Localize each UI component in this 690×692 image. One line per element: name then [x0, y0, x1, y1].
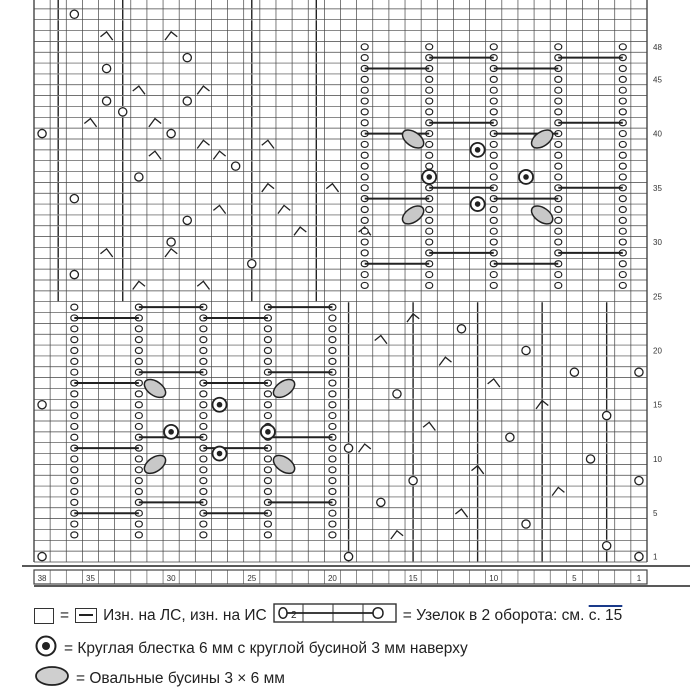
yarn-over-mark: [70, 195, 78, 203]
knot-mark: [264, 489, 271, 495]
knot-mark: [426, 282, 433, 288]
knot-mark: [200, 402, 207, 408]
sequin-bead-mark: [475, 147, 481, 153]
knot-mark: [200, 391, 207, 397]
yarn-over-mark: [119, 108, 127, 116]
knot-mark: [71, 499, 78, 505]
knot-mark: [619, 87, 626, 93]
knot-mark: [361, 76, 368, 82]
knot-mark: [361, 272, 368, 278]
knot-mark: [426, 44, 433, 50]
knot-mark: [619, 239, 626, 245]
oval-bead-icon: [34, 665, 70, 692]
yarn-over-mark: [38, 552, 46, 560]
knot-mark: [555, 239, 562, 245]
knot-mark: [264, 402, 271, 408]
knot-mark: [490, 44, 497, 50]
sequin-bead-mark: [475, 201, 481, 207]
knot-mark: [619, 66, 626, 72]
knot-mark: [555, 87, 562, 93]
knot-mark: [555, 217, 562, 223]
knot-mark: [426, 239, 433, 245]
knot-mark: [490, 76, 497, 82]
sequin-bead-icon: [34, 634, 58, 663]
knot-mark: [135, 337, 142, 343]
knot-mark: [361, 217, 368, 223]
yarn-over-mark: [70, 270, 78, 278]
knot-mark: [71, 348, 78, 354]
equals-sign: =: [60, 606, 70, 624]
row-number-label: 45: [653, 75, 662, 85]
knot-mark: [361, 250, 368, 256]
row-number-label: 35: [653, 183, 662, 193]
knot-mark: [200, 337, 207, 343]
knot-mark: [555, 109, 562, 115]
knot-mark: [426, 98, 433, 104]
knot-mark: [264, 337, 271, 343]
knot-mark: [426, 272, 433, 278]
yarn-over-mark: [635, 552, 643, 560]
knot-mark: [71, 413, 78, 419]
legend-row-purl-knot: [34, 603, 674, 628]
knot-mark: [71, 489, 78, 495]
knot-mark: [71, 358, 78, 364]
knot-mark: [200, 489, 207, 495]
knot-mark: [361, 207, 368, 213]
knot-mark: [329, 423, 336, 429]
sequin-bead-mark: [217, 451, 223, 457]
knot-mark: [71, 456, 78, 462]
knot-mark: [426, 152, 433, 158]
yarn-over-mark: [183, 216, 191, 224]
knot-mark: [361, 98, 368, 104]
stitch-number-label: 38: [37, 574, 47, 583]
knot-mark: [361, 185, 368, 191]
knot-mark: [200, 413, 207, 419]
knot-mark: [200, 326, 207, 332]
knot-mark: [135, 532, 142, 538]
knot-mark: [135, 467, 142, 473]
yarn-over-mark: [409, 477, 417, 485]
row-number-label: 15: [653, 400, 662, 410]
knot-mark: [71, 521, 78, 527]
yarn-over-mark: [506, 433, 514, 441]
empty-cell-icon: [34, 608, 54, 624]
knot-mark: [200, 348, 207, 354]
yarn-over-mark: [183, 97, 191, 105]
knot-mark: [329, 315, 336, 321]
knot-mark: [361, 120, 368, 126]
knot-mark: [619, 196, 626, 202]
knot-mark: [426, 163, 433, 169]
knot-mark: [619, 98, 626, 104]
knot-mark: [426, 228, 433, 234]
knot-mark: [490, 98, 497, 104]
sequin-bead-mark: [168, 429, 174, 435]
knot-mark: [619, 207, 626, 213]
knot-mark: [200, 478, 207, 484]
knot-mark: [200, 423, 207, 429]
knot-mark: [71, 532, 78, 538]
knot-mark: [200, 358, 207, 364]
knot-mark: [426, 141, 433, 147]
sequin-description: = Круглая блестка 6 мм с круглой бусиной 3 мм наверху: [64, 639, 468, 657]
yarn-over-mark: [603, 542, 611, 550]
knot-mark: [264, 521, 271, 527]
knot-mark: [490, 141, 497, 147]
yarn-over-mark: [232, 162, 240, 170]
knot-mark: [329, 456, 336, 462]
knot-mark: [555, 207, 562, 213]
yarn-over-mark: [635, 477, 643, 485]
yarn-over-mark: [570, 368, 578, 376]
knot-mark: [135, 478, 142, 484]
stitch-number-label: 5: [572, 574, 577, 583]
knot-mark: [200, 521, 207, 527]
knot-mark: [71, 434, 78, 440]
row-number-label: 40: [653, 129, 662, 139]
page-reference: с. 15: [588, 606, 623, 624]
knot-mark: [490, 87, 497, 93]
knot-mark: [555, 282, 562, 288]
knot-mark: [426, 109, 433, 115]
yarn-over-mark: [377, 498, 385, 506]
stitch-number-label: 15: [408, 574, 418, 583]
yarn-over-mark: [635, 368, 643, 376]
knot-mark: [329, 326, 336, 332]
knot-mark: [329, 358, 336, 364]
knot-mark: [619, 272, 626, 278]
knot-mark: [555, 228, 562, 234]
knot-mark: [361, 239, 368, 245]
purl-dash-icon: [75, 608, 97, 623]
row-number-label: 20: [653, 346, 662, 356]
yarn-over-mark: [102, 97, 110, 105]
knot-mark: [361, 228, 368, 234]
knot-mark: [490, 228, 497, 234]
yarn-over-mark: [183, 54, 191, 62]
yarn-over-mark: [102, 64, 110, 72]
knot-mark: [361, 282, 368, 288]
knot-mark: [71, 478, 78, 484]
yarn-over-mark: [393, 390, 401, 398]
knot-mark: [329, 489, 336, 495]
knot-mark: [555, 141, 562, 147]
knot-mark: [264, 348, 271, 354]
knot-mark: [361, 87, 368, 93]
stitch-number-label: 35: [86, 574, 95, 583]
knot-mark: [490, 152, 497, 158]
knot-icon: [273, 603, 397, 628]
knot-mark: [264, 478, 271, 484]
sequin-bead-mark: [523, 174, 529, 180]
knot-mark: [264, 391, 271, 397]
stitch-number-label: 10: [489, 574, 499, 583]
yarn-over-mark: [167, 129, 175, 137]
knot-mark: [329, 478, 336, 484]
knot-mark: [619, 109, 626, 115]
knot-mark: [71, 402, 78, 408]
knot-mark: [71, 423, 78, 429]
stitch-number-label: 1: [636, 574, 642, 583]
knot-mark: [329, 391, 336, 397]
yarn-over-mark: [603, 411, 611, 419]
yarn-over-mark: [522, 346, 530, 354]
yarn-over-mark: [38, 401, 46, 409]
knot-mark: [200, 467, 207, 473]
svg-text:2: 2: [290, 610, 297, 621]
yarn-over-mark: [248, 260, 256, 268]
knot-mark: [361, 152, 368, 158]
knot-mark: [490, 282, 497, 288]
knot-mark: [490, 272, 497, 278]
knot-mark: [329, 413, 336, 419]
knot-mark: [555, 174, 562, 180]
legend-row-oval: [34, 665, 674, 692]
knot-mark: [264, 532, 271, 538]
knot-mark: [135, 348, 142, 354]
knot-mark: [329, 532, 336, 538]
yarn-over-mark: [344, 552, 352, 560]
row-number-label: 10: [653, 454, 662, 464]
yarn-over-mark: [586, 455, 594, 463]
row-number-label: 1: [653, 552, 658, 562]
knot-mark: [71, 326, 78, 332]
stitch-number-label: 25: [247, 574, 257, 583]
knot-mark: [426, 87, 433, 93]
knot-mark: [264, 467, 271, 473]
yarn-over-mark: [457, 325, 465, 333]
knot-mark: [71, 369, 78, 375]
knot-mark: [490, 163, 497, 169]
row-number-label: 5: [653, 509, 658, 519]
knot-mark: [555, 272, 562, 278]
knot-mark: [329, 521, 336, 527]
purl-description: Изн. на ЛС, изн. на ИС: [103, 606, 267, 624]
knot-mark: [71, 304, 78, 310]
knot-mark: [490, 109, 497, 115]
knot-mark: [135, 489, 142, 495]
knot-mark: [361, 44, 368, 50]
legend-row-sequin: [34, 634, 674, 663]
knot-mark: [329, 348, 336, 354]
knot-mark: [361, 109, 368, 115]
knot-mark: [361, 141, 368, 147]
knot-mark: [426, 76, 433, 82]
knot-mark: [426, 207, 433, 213]
knot-mark: [619, 282, 626, 288]
knot-mark: [361, 174, 368, 180]
knot-mark: [329, 510, 336, 516]
knot-mark: [619, 131, 626, 137]
knot-mark: [135, 391, 142, 397]
knot-mark: [619, 163, 626, 169]
knot-mark: [135, 456, 142, 462]
knot-mark: [135, 326, 142, 332]
knot-mark: [71, 467, 78, 473]
knot-mark: [71, 337, 78, 343]
stitch-number-label: 20: [327, 574, 337, 583]
yarn-over-mark: [167, 238, 175, 246]
knot-mark: [264, 456, 271, 462]
row-number-label: 48: [653, 42, 662, 52]
knot-mark: [619, 141, 626, 147]
yarn-over-mark: [344, 444, 352, 452]
yarn-over-mark: [522, 520, 530, 528]
knot-mark: [200, 532, 207, 538]
knot-mark: [135, 413, 142, 419]
knot-mark: [490, 174, 497, 180]
yarn-over-mark: [70, 10, 78, 18]
knot-mark: [555, 44, 562, 50]
knot-mark: [135, 521, 142, 527]
knot-mark: [426, 217, 433, 223]
knot-mark: [555, 152, 562, 158]
knot-mark: [264, 326, 271, 332]
knot-mark: [361, 55, 368, 61]
knot-mark: [200, 456, 207, 462]
knot-mark: [329, 380, 336, 386]
stitch-number-label: 30: [166, 574, 176, 583]
knot-mark: [619, 217, 626, 223]
knot-mark: [490, 239, 497, 245]
knot-mark: [135, 358, 142, 364]
knot-mark: [619, 228, 626, 234]
knot-mark: [329, 402, 336, 408]
knot-mark: [619, 76, 626, 82]
knot-mark: [619, 152, 626, 158]
knot-mark: [329, 337, 336, 343]
oval-description: = Овальные бусины 3 × 6 мм: [76, 669, 285, 687]
knot-mark: [555, 76, 562, 82]
knot-mark: [361, 163, 368, 169]
row-number-label: 30: [653, 238, 662, 248]
knot-mark: [619, 174, 626, 180]
yarn-over-mark: [38, 129, 46, 137]
knot-mark: [71, 391, 78, 397]
knot-mark: [264, 413, 271, 419]
knot-mark: [555, 163, 562, 169]
knot-mark: [490, 207, 497, 213]
yarn-over-mark: [135, 173, 143, 181]
knot-mark: [619, 44, 626, 50]
knot-mark: [329, 467, 336, 473]
knot-mark: [135, 423, 142, 429]
sequin-bead-mark: [265, 429, 271, 435]
knot-mark: [264, 358, 271, 364]
knot-mark: [490, 217, 497, 223]
sequin-bead-mark: [426, 174, 432, 180]
knot-mark: [619, 261, 626, 267]
sequin-bead-mark: [217, 402, 223, 408]
row-number-label: 25: [653, 292, 662, 302]
knot-mark: [555, 98, 562, 104]
knot-mark: [135, 402, 142, 408]
knot-description: = Узелок в 2 оборота: см.: [402, 606, 585, 624]
knot-mark: [329, 445, 336, 451]
